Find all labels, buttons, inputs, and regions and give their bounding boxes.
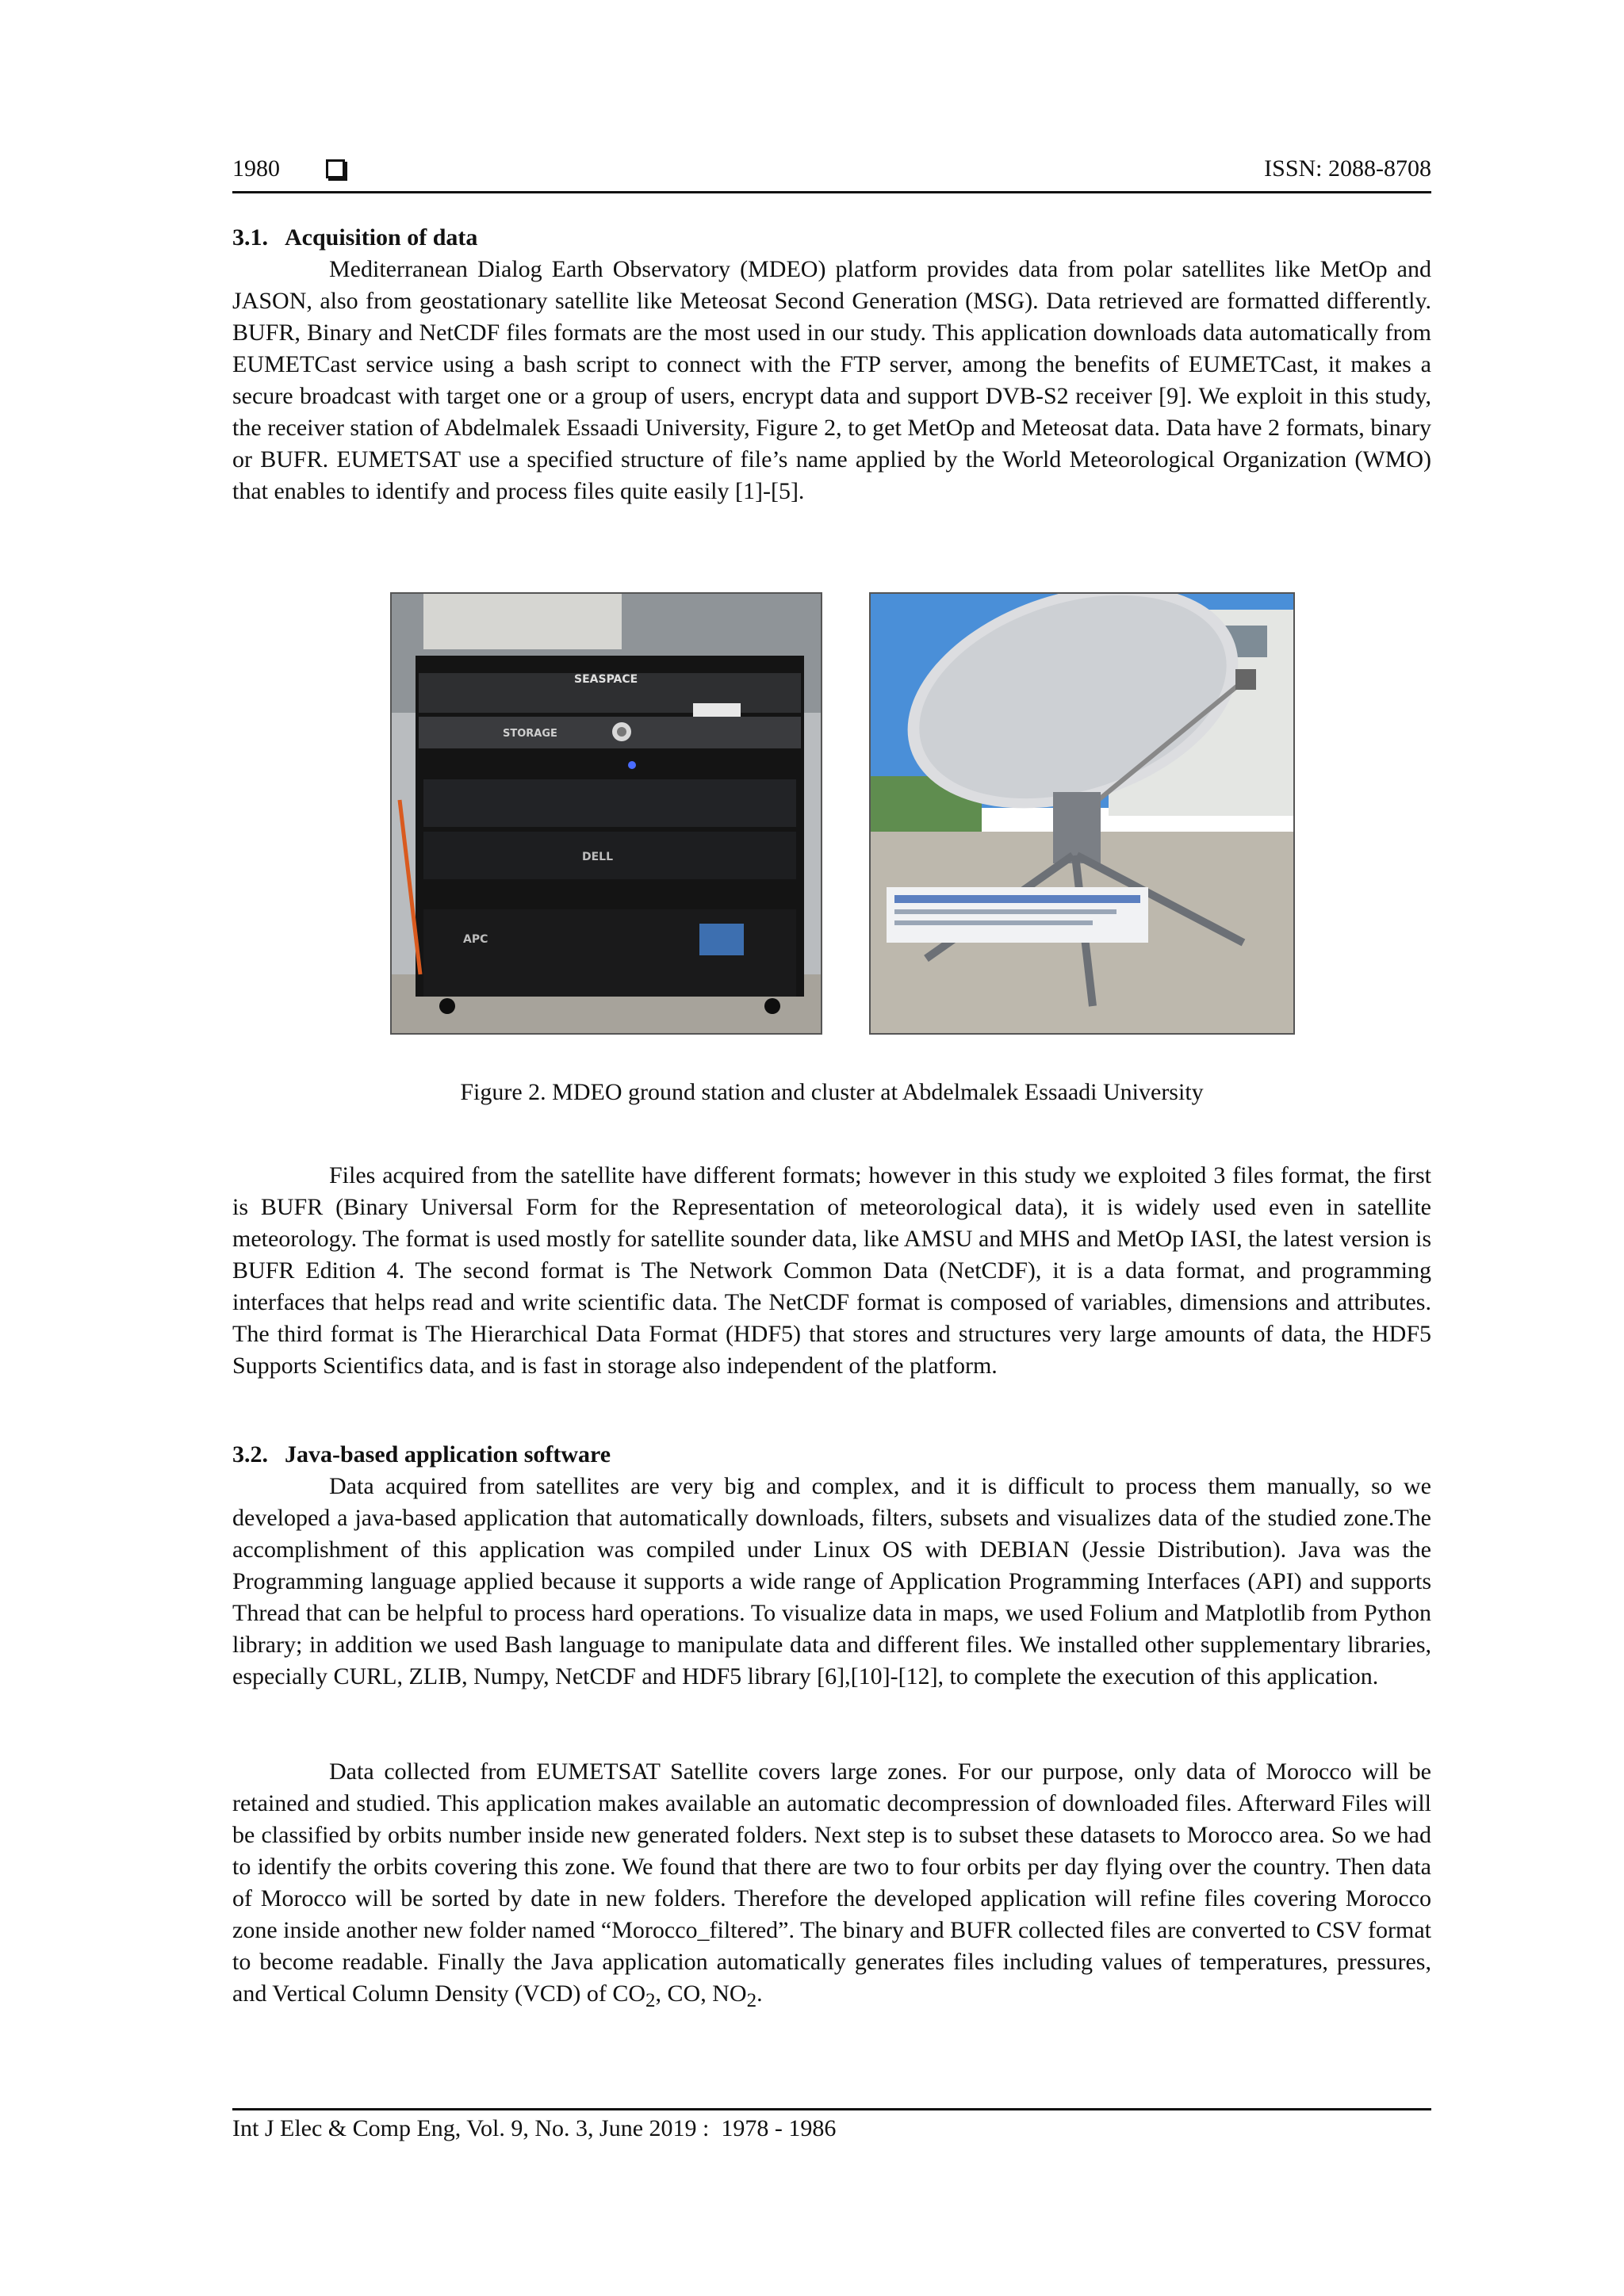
section-number: 3.2. bbox=[232, 1441, 268, 1468]
section-title-text: Acquisition of data bbox=[285, 224, 478, 251]
formats-paragraph: Files acquired from the satellite have different formats; however in this study we exploited 3 files format, the first is BUFR (Binary Universal Form for the Representation of meteorological data), it is widely used even in satellite meteorology. The format is used mostly for satellite sounder data, like AMSU and MHS and MetOp IASI, the latest version is BUFR Edition 4. The second format is The Network Common Data (NetCDF), it is a data format, and programming interfaces that helps read and write scientific data. The NetCDF format is composed of variables, dimensions and attributes. The third format is The Hierarchical Data Format (HDF5) that stores and structures very large amounts of data, the HDF5 Supports Scientifics data, and is fast in storage also independent of the platform. bbox=[232, 1162, 1431, 1379]
subscript-2: 2 bbox=[645, 1990, 656, 2011]
satellite-dish-illustration bbox=[871, 594, 1293, 1033]
java-paragraph: Data acquired from satellites are very big and complex, and it is difficult to process them manually, so we developed a java-based application that automatically downloads, filters, subsets and visualizes data of the studied zone.The accomplishment of this application was compiled under Linux OS with DEBIAN (Jessie Distribution). Java was the Programming language applied because it supports a wide range of Application Programming Interfaces (API) and supports Thread that can be helpful to process hard operations. To visualize data in maps, we used Folium and Matplotlib from Python library; in addition we used Bash language to manipulate data and different files. We installed other supplementary libraries, especially CURL, ZLIB, Numpy, NetCDF and HDF5 library [6],[10]-[12], to complete the execution of this application. bbox=[232, 1473, 1431, 1689]
morocco-paragraph-mid: , CO, NO bbox=[655, 1980, 747, 2007]
rack-label-dell: DELL bbox=[582, 851, 614, 863]
figure-caption: Figure 2. MDEO ground station and cluster at Abdelmalek Essaadi University bbox=[460, 1079, 1204, 1105]
section-title-text: Java-based application software bbox=[285, 1441, 611, 1468]
rack-label-seaspace: SEASPACE bbox=[574, 673, 638, 686]
section-heading-acquisition bbox=[232, 222, 1431, 254]
acquisition-paragraph: Mediterranean Dialog Earth Observatory (MDEO) platform provides data from polar satellites like MetOp and JASON, also from geostationary satellite like Meteosat Second Generation (MSG). Data retrieved are formatted differently. BUFR, Binary and NetCDF files formats are the most used in our study. This application downloads data automatically from EUMETCast service using a bash script to connect with the FTP server, among the benefits of EUMETCast, it makes a secure broadcast with target one or a group of users, encrypt data and support DVB-S2 receiver [9]. We exploit in this study, the receiver station of Abdelmalek Essaadi University, Figure 2, to get MetOp and Meteosat data. Data have 2 formats, binary or BUFR. EUMETSAT use a specified structure of file’s name applied by the World Meteorological Organization (WMO) that enables to identify and process files quite easily [1]-[5]. bbox=[232, 256, 1431, 504]
header-rule bbox=[232, 191, 1431, 193]
morocco-paragraph-end: . bbox=[756, 1980, 763, 2007]
morocco-paragraph-text: Data collected from EUMETSAT Satellite covers large zones. For our purpose, only data of Morocco will be retained and studied. This application makes available an automatic decompression of downloaded files. Afterward Files will be classified by orbits number inside new generated folders. Next step is to subset these datasets to Morocco area. So we had to identify the orbits covering this zone. We found that there are two to four orbits per day flying over the country. Then data of Morocco will be sorted by date in new folders. Therefore the developed application will refine files covering Morocco zone inside another new folder named “Morocco_filtered”. The binary and BUFR collected files are converted to CSV format to become readable. Finally the Java application automatically generates files including values of temperatures, pressures, and Vertical Column Density (VCD) of CO bbox=[232, 1758, 1431, 2007]
figure-dish-photo bbox=[869, 592, 1295, 1035]
issn-label: ISSN: 2088-8708 bbox=[1264, 155, 1431, 182]
subscript-2: 2 bbox=[746, 1990, 757, 2011]
section-number: 3.1. bbox=[232, 224, 268, 251]
morocco-paragraph bbox=[232, 1756, 1431, 2017]
server-rack-illustration bbox=[392, 594, 821, 1033]
page-number: 1980 bbox=[232, 155, 280, 182]
page-header bbox=[232, 153, 1431, 185]
footer-citation: Int J Elec & Comp Eng, Vol. 9, No. 3, June 2019 : 1978 - 1986 bbox=[232, 2115, 837, 2141]
rack-label-storage: STORAGE bbox=[503, 728, 557, 740]
rack-label-apc: APC bbox=[463, 933, 488, 946]
checkbox-square-icon bbox=[326, 159, 345, 178]
section-heading-java bbox=[232, 1439, 1431, 1471]
figure-rack-photo bbox=[390, 592, 822, 1035]
footer-rule bbox=[232, 2108, 1431, 2110]
